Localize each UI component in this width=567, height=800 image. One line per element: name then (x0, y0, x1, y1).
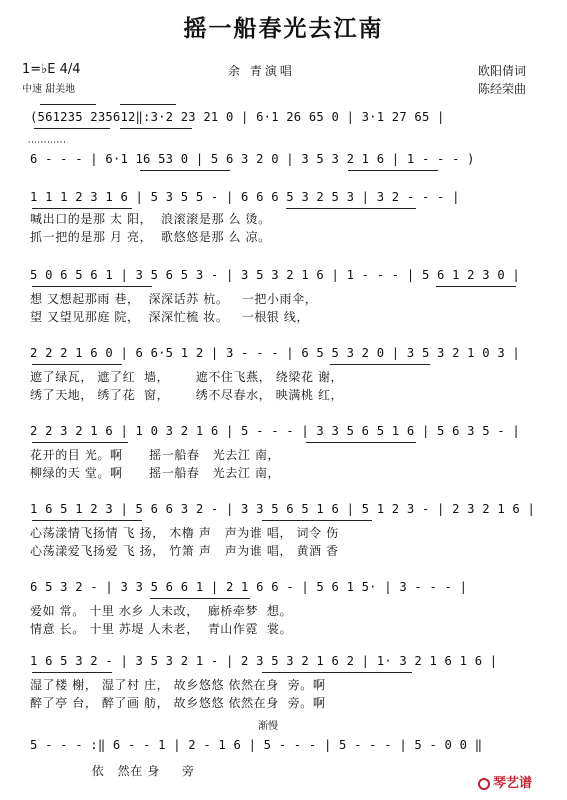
beam-underline (286, 208, 416, 209)
lyric-verse-2: 情意 长。 十里 苏堤 人未老， 青山作霓 裳。 (30, 622, 293, 636)
slur-mark (120, 104, 176, 105)
beam-underline (262, 520, 372, 521)
lyric-verse-1: 喊出口的是那 太 阳， 浪滚滚是那 么 烫。 (30, 212, 271, 226)
watermark-logo (478, 772, 532, 791)
lyric-verse-2: 心荡漾爱飞扬爱 飞 扬， 竹箫 声 声为谁 唱， 黄酒 香 (30, 544, 339, 558)
beam-underline (32, 672, 112, 673)
notation-line-10: 5 - - - :‖ 6 - - 1 | 2 - 1 6 | 5 - - - | 5 - - - | 5 - 0 0 ‖ (30, 738, 483, 752)
notation-line-1: (561235 235612‖:3·2 23 21 0 | 6·1 26 65 0 | 3·1 27 65 | (30, 110, 445, 124)
lyricist-credit: 欧阳倩词 (478, 64, 527, 78)
lyric-verse-1: 遮了绿瓦， 遮了红 墙， 遮不住飞燕， 绕梁花 谢， (30, 370, 344, 384)
beam-underline (32, 208, 132, 209)
lyric-verse-1: 爱如 常。 十里 水乡 人未改， 廊桥牵梦 想。 (30, 604, 293, 618)
notation-line-8: 6 5 3 2 - | 3 3 5 6 6 1 | 2 1 6 6 - | 5 6 1 5· | 3 - - - | (30, 580, 468, 594)
beam-underline (140, 170, 230, 171)
lyric-verse-2: 柳绿的天 堂。啊 摇一船春 光去江 南， (30, 466, 281, 480)
singer-credit: 余 青演唱 (228, 64, 295, 78)
lyric-verse-2: 醉了亭 台， 醉了画 舫， 故乡悠悠 依然在身 旁。啊 (30, 696, 326, 710)
slur-mark (40, 104, 96, 105)
song-title: 摇一船春光去江南 (183, 16, 384, 42)
tempo-marking: 中速 甜美地 (22, 84, 76, 95)
lyric-verse-2: 抓一把的是那 月 亮， 歌悠悠是那 么 凉。 (30, 230, 271, 244)
beam-underline (32, 442, 128, 443)
notation-line-9: 1 6 5 3 2 - | 3 5 3 2 1 - | 2 3 5 3 2 1 6 2 | 1· 3 2 1 6 1 6 | (30, 654, 498, 668)
notation-line-4: 5 0 6 5 6 1 | 3 5 6 5 3 - | 3 5 3 2 1 6 | 1 - - - | 5 6 1 2 3 0 | (30, 268, 520, 282)
lyric-verse-1: 想 又想起那雨 巷， 深深话苏 杭。 一把小雨伞， (30, 292, 318, 306)
notation-line-6: 2 2 3 2 1 6 | 1 0 3 2 1 6 | 5 - - - | 3 3 5 6 5 1 6 | 5 6 3 5 - | (30, 424, 520, 438)
notation-line-3: 1 1 1 2 3 1 6 | 5 3 5 5 - | 6 6 6 5 3 2 5 3 | 3 2 - - - | (30, 190, 460, 204)
beam-underline (306, 442, 416, 443)
ritardando-marking: 渐慢 (258, 721, 278, 732)
beam-underline (262, 672, 412, 673)
beam-underline (34, 128, 110, 129)
lyric-verse-1: 湿了楼 榭， 湿了村 庄， 故乡悠悠 依然在身 旁。啊 (30, 678, 326, 692)
watermark-text: 琴艺谱 (493, 776, 533, 791)
key-signature: 1=♭E 4/4 (22, 62, 81, 77)
lyric-verse-1: 心荡漾情飞扬情 飞 扬， 木橹 声 声为谁 唱， 词令 伤 (30, 526, 339, 540)
dotted-line-ornament: '''''''''''' (28, 140, 67, 149)
lyric-verse-2: 望 又望见那庭 院， 深深忙梳 妆。 一根银 线， (30, 310, 310, 324)
beam-underline (330, 364, 430, 365)
beam-underline (120, 128, 192, 129)
lyric-verse-2: 绣了天地， 绣了花 窗， 绣不尽春水， 映满桃 红， (30, 388, 344, 402)
lyric-verse-1: 花开的目 光。啊 摇一船春 光去江 南， (30, 448, 281, 462)
composer-credit: 陈经荣曲 (478, 82, 527, 96)
notation-line-5: 2 2 2 1 6 0 | 6 6·5 1 2 | 3 - - - | 6 5 5 3 2 0 | 3 5 3 2 1 0 3 | (30, 346, 520, 360)
notation-line-2: 6 - - - | 6·1 16 53 0 | 5 6 3 2 0 | 3 5 3 2 1 6 | 1 - - - ) (30, 152, 475, 166)
beam-underline (32, 364, 122, 365)
beam-underline (348, 170, 438, 171)
beam-underline (32, 520, 142, 521)
logo-icon (478, 778, 490, 790)
notation-line-7: 1 6 5 1 2 3 | 5 6 6 3 2 - | 3 3 5 6 5 1 6 | 5 1 2 3 - | 2 3 2 1 6 | (30, 502, 536, 516)
beam-underline (436, 286, 516, 287)
beam-underline (32, 286, 152, 287)
beam-underline (150, 598, 250, 599)
lyric-final: 依 然在 身 旁 (30, 764, 195, 778)
